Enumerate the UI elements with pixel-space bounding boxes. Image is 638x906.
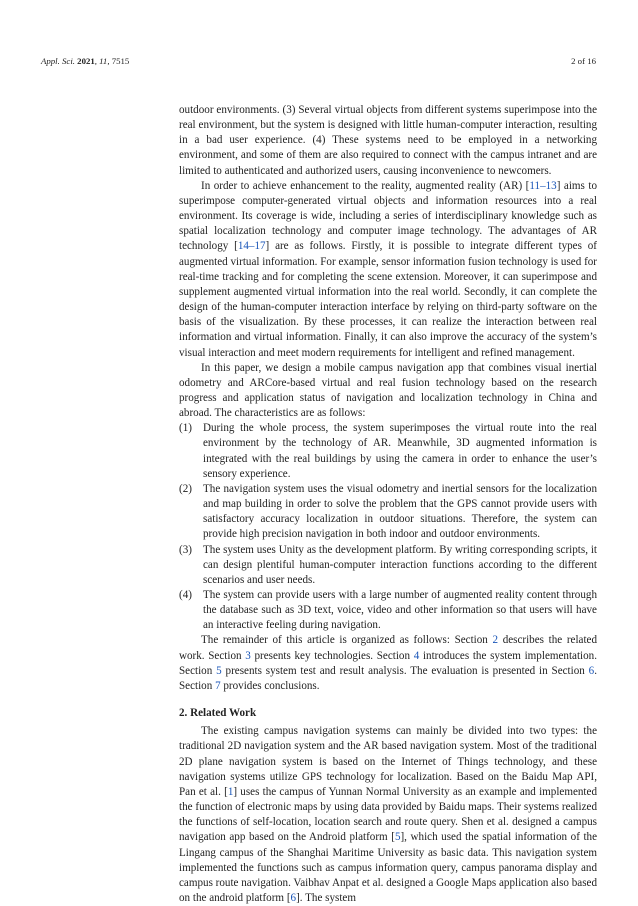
journal-name: Appl. Sci. [41, 56, 75, 66]
journal-volume: 11 [99, 56, 108, 66]
citation-link[interactable]: 14 [237, 240, 249, 253]
citation-link[interactable]: 6 [290, 891, 297, 904]
citation-link[interactable]: 11 [529, 179, 541, 192]
text-run: – [540, 179, 546, 192]
list-number: (4) [179, 589, 192, 601]
paragraph: In this paper, we design a mobile campus navigation app that combines visual inertial odometry and ARCore-based virtual and real fusion technology based on the research progress and application status of navigation and localization technology in China and abroad. The characteristics are as follows: [179, 361, 597, 420]
text-run: ], which used the spatial information of the Lingang campus of the Shanghai Maritime University as basic data. This navigation system implemented the functions such as campus information query, campus panorama display and campus route navigation. Vaibhav Anpat et al. designed a Google Maps application also based on the android platform [ [179, 831, 597, 904]
text-run: – [248, 240, 255, 253]
list-text: The navigation system uses the visual odometry and inertial sensors for the localization and map building in order to solve the problem that the GPS cannot provide users with satisfactory accuracy localization in outdoor situations. Therefore, the system can provide high precision navigation in both indoor and outdoor environments. [203, 482, 597, 541]
list-item [179, 588, 597, 633]
citation-link[interactable]: 1 [227, 785, 234, 798]
list-number: (2) [179, 482, 192, 495]
text-run: describes the related work. Section [179, 634, 597, 662]
list-text: The system uses Unity as the development platform. By writing corresponding scripts, it can design plentiful human-computer interaction functions according to the different scenarios and user needs. [203, 543, 597, 586]
article-number: , 7515 [107, 56, 130, 66]
list-number: (1) [179, 422, 192, 435]
citation-link[interactable]: 5 [394, 831, 401, 844]
journal-year: 2021 [77, 56, 95, 66]
section-link[interactable]: 6 [588, 664, 595, 677]
text-run: introduces the system implementation. Section [179, 649, 598, 677]
section-heading: 2. Related Work [179, 707, 257, 720]
page-number: 2 of 16 [571, 56, 596, 66]
paragraph: outdoor environments. (3) Several virtual objects from different systems superimpose into the real environment, but the system is designed with little human-computer interaction, resulting in a bad user experience. (4) These systems need to be employed in a networking environment, and some of them are also required to connect with the campus intranet and are limited to authenticated and authorized users, causing inconvenience to newcomers. [179, 104, 597, 177]
text-run: . Section [179, 664, 597, 692]
section-link[interactable]: 5 [216, 664, 222, 677]
paragraph-related-work [179, 724, 597, 906]
text-run: presents system test and result analysis. The evaluation is presented in Section [221, 664, 589, 677]
section-link[interactable]: 7 [215, 679, 221, 692]
text-run: ] are as follows. Firstly, it is possible to integrate different types of augmented virtual information. For example, sensor information fusion technology is used for real-time tracking and for completing the scene extension. Moreover, it can superimpose and supplement augmented virtual information into the real world. Secondly, it can complete the design of the human-computer interaction interface by relying on third-party software on the basis of the visualization. By these processes, it can realize the interaction between real information and virtual information. Finally, it can also improve the accuracy of the system’s visual interaction and meet modern requirements for intelligent and refined management. [179, 240, 597, 359]
article-body [179, 103, 597, 906]
list-text: During the whole process, the system superimposes the virtual route into the real environment by the technology of AR. Meanwhile, 3D augmented information is integrated with the real buildings by using the camera in order to enhance the user’s sensory experience. [203, 422, 597, 480]
list-item [179, 482, 597, 543]
text-run: ]. The system [296, 891, 356, 904]
list-item [179, 421, 597, 482]
paragraph-organization [179, 633, 597, 694]
text-run: In order to achieve enhancement to the reality, augmented reality (AR) [ [201, 179, 530, 192]
text-run: presents key technologies. Section [250, 649, 414, 662]
citation-link[interactable]: 17 [254, 240, 266, 253]
citation-link[interactable]: 13 [545, 179, 557, 192]
text-run: ] uses the campus of Yunnan Normal University as an example and implemented the function of electronic maps by using data provided by Baidu maps. Their systems realized the functions of self-location, location search and route query. Shen et al. designed a campus navigation app based on the Android platform [ [179, 785, 597, 844]
text-run: ] aims to superimpose computer-generated virtual objects and information resources into a real environment. Its coverage is wide, including a series of interdisciplinary knowledge such as spatial localization technology and computer image technology. The advantages of AR technology [ [179, 179, 598, 253]
text-run: The existing campus navigation systems can mainly be divided into two types: the traditional 2D navigation system and the AR based navigation system. Most of the traditional 2D plane navigation system is based on the Internet of Things technology, and these navigation systems utilize GPS technology for localization. Based on the Baidu Map API, Pan et al. [ [179, 725, 597, 798]
section-link[interactable]: 4 [413, 649, 420, 662]
section-link[interactable]: 3 [245, 649, 251, 662]
characteristics-list [179, 421, 597, 633]
section-link[interactable]: 2 [492, 634, 499, 647]
text-run: The remainder of this article is organized as follows: Section [201, 634, 493, 647]
list-text: The system can provide users with a large number of augmented reality content through the database such as 3D text, voice, video and other information so that users will have an interactive feeling during navigation. [203, 589, 597, 632]
text-run: provides conclusions. [220, 679, 320, 692]
paragraph-ar-intro [179, 179, 597, 361]
list-number: (3) [179, 543, 192, 556]
running-header-citation: Appl. Sci. 2021, 11, 7515 [41, 56, 130, 66]
list-item [179, 543, 597, 588]
